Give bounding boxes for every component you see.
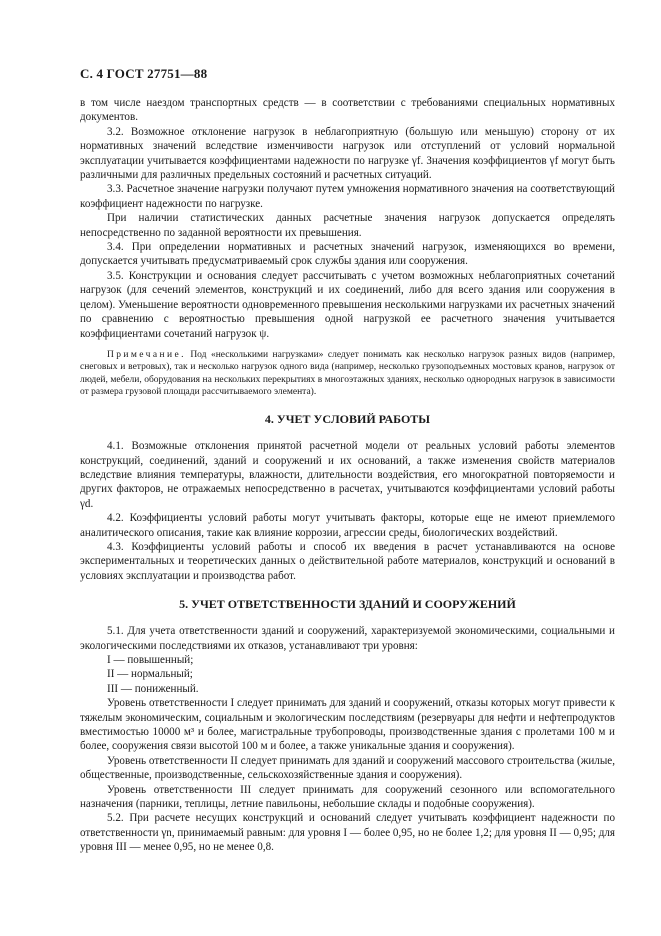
section-4-title: 4. УЧЕТ УСЛОВИЙ РАБОТЫ xyxy=(264,412,431,427)
page-header: С. 4 ГОСТ 27751—88 xyxy=(80,66,208,81)
document-body xyxy=(80,96,615,855)
paragraph-4-2: 4.2. Коэффициенты условий работы могут учитывать факторы, которые еще не имеют приемлемого аналитического описания, такие как влияние коррозии, агрессии среды, биологических воздействий. xyxy=(80,512,615,539)
section-5-title: 5. УЧЕТ ОТВЕТСТВЕННОСТИ ЗДАНИЙ И СООРУЖЕНИЙ xyxy=(179,597,516,612)
paragraph-5-2: 5.2. При расчете несущих конструкций и оснований следует учитывать коэффициент надежности по ответственности γn, принимаемый равным: для уровня I — более 0,95, но не более 1,2; для уровня II — 0,95; для уровня III — менее 0,95, но не менее 0,8. xyxy=(80,812,616,854)
paragraph-level-1: Уровень ответственности I следует принимать для зданий и сооружений, отказы которых могут привести к тяжелым экономическим, социальным и экологическим последствиям (резервуары для нефти и нефтепродуктов вместимостью 10000 м³ и более, магистральные трубопроводы, производственные здания с пролетами 100 м и более, сооружения связи высотой 100 м и более, а также уникальные здания и сооружения). xyxy=(80,697,615,753)
level-list-item-2: II — нормальный; xyxy=(107,668,193,681)
note-text: Под «несколькими нагрузками» следует понимать как несколько нагрузок разных видов (например, снеговых и ветровых), так и несколько нагрузок одного вида (например, несколько грузоподъемных мостовых кранов, нагрузок от людей, мебели, оборудования на нескольких перекрытиях в многоэтажных зданиях, несколько однородных нагрузок в зависимости от размера грузовой площади рассчитываемого элемента). xyxy=(80,349,615,397)
paragraph-level-3: Уровень ответственности III следует принимать для сооружений сезонного или вспомогательного назначения (парники, теплицы, летние павильоны, небольшие склады и подобные сооружения). xyxy=(80,783,615,811)
paragraph-continuation: в том числе наездом транспортных средств — в соответствии с требованиями специальных нормативных документов. xyxy=(80,97,615,124)
paragraph-3-4: 3.4. При определении нормативных и расчетных значений нагрузок, изменяющихся во времени, допускается учитывать предусматриваемый срок службы здания или сооружения. xyxy=(80,241,615,268)
note-label: Примечание. xyxy=(107,349,186,360)
paragraph-4-3: 4.3. Коэффициенты условий работы и способ их введения в расчет устанавливаются на основе экспериментальных и теоретических данных о действительной работе материалов, конструкций и оснований в условиях эксплуатации и производства работ. xyxy=(80,540,615,582)
note xyxy=(80,349,615,398)
paragraph-3-3-stat: При наличии статистических данных расчетные значения нагрузок допускается определять непосредственно по заданной вероятности их превышения. xyxy=(80,212,615,239)
level-list-item-1: I — повышенный; xyxy=(107,653,194,666)
paragraph-3-2: 3.2. Возможное отклонение нагрузок в неблагоприятную (большую или меньшую) сторону от их нормативных значений вследствие изменчивости нагрузок или отступлений от условий нормальной эксплуатации учитывается коэффициентами надежности по нагрузке γf. Значения коэффициентов γf могут быть различными для различных предельных состояний и расчетных ситуаций. xyxy=(80,125,615,182)
paragraph-level-2: Уровень ответственности II следует принимать для зданий и сооружений массового строительства (жилые, общественные, производственные, сельскохозяйственные здания и сооружения). xyxy=(80,754,615,782)
paragraph-3-3: 3.3. Расчетное значение нагрузки получают путем умножения нормативного значения на соответствующий коэффициент надежности по нагрузке. xyxy=(80,183,615,210)
paragraph-4-1: 4.1. Возможные отклонения принятой расчетной модели от реальных условий работы элементов конструкций, соединений, зданий и сооружений и их оснований, а также изменения свойств материалов вследствие влияния температуры, влажности, длительности воздействия, его многократной повторяемости и других факторов, не отражаемых непосредственно в расчетах, учитываются коэффициентами условий работы γd. xyxy=(80,440,615,510)
paragraph-3-5: 3.5. Конструкции и основания следует рассчитывать с учетом возможных неблагоприятных сочетаний нагрузок (для сечений элементов, конструкций и их соединений, либо для всего здания или сооружения в целом). Уменьшение вероятности одновременного превышения несколькими нагрузками их расчетных значений по сравнению с вероятностью превышения одной нагрузкой ее расчетного значения учитывается коэффициентами сочетаний нагрузок ψ. xyxy=(80,269,615,340)
paragraph-5-1: 5.1. Для учета ответственности зданий и сооружений, характеризуемой экономическими, социальными и экологическими последствиями их отказов, устанавливают три уровня: xyxy=(80,625,615,652)
level-list-item-3: III — пониженный. xyxy=(107,682,199,695)
